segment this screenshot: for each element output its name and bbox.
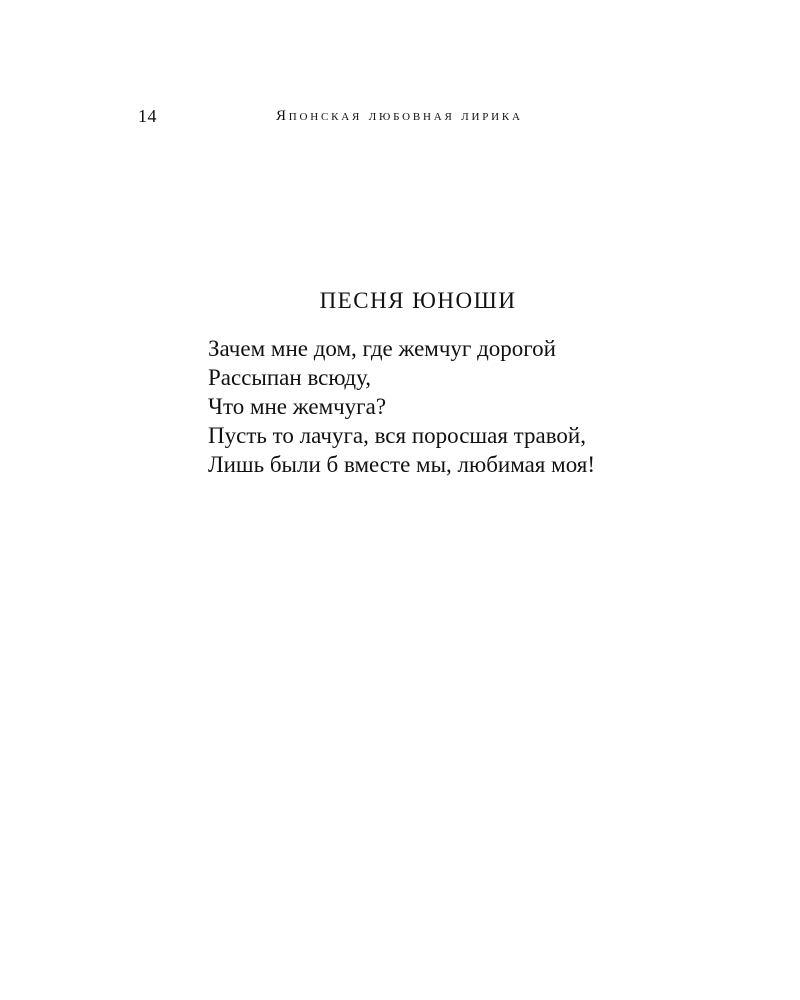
poem-line: Рассыпан всюду, [208, 365, 372, 390]
poem-line: Зачем мне дом, где жемчуг дорогой [208, 336, 556, 361]
book-title: Японская любовная лирика [276, 108, 523, 124]
poem-lines [208, 334, 678, 479]
poem-line: Лишь были б вместе мы, любимая моя! [208, 452, 595, 477]
running-head [138, 104, 562, 128]
poem-title: ПЕСНЯ ЮНОШИ [319, 288, 517, 313]
poem [208, 282, 678, 479]
page-number: 14 [138, 106, 157, 126]
poem-line: Что мне жемчуга? [208, 394, 387, 419]
poem-line: Пусть то лачуга, вся поросшая травой, [208, 423, 586, 448]
